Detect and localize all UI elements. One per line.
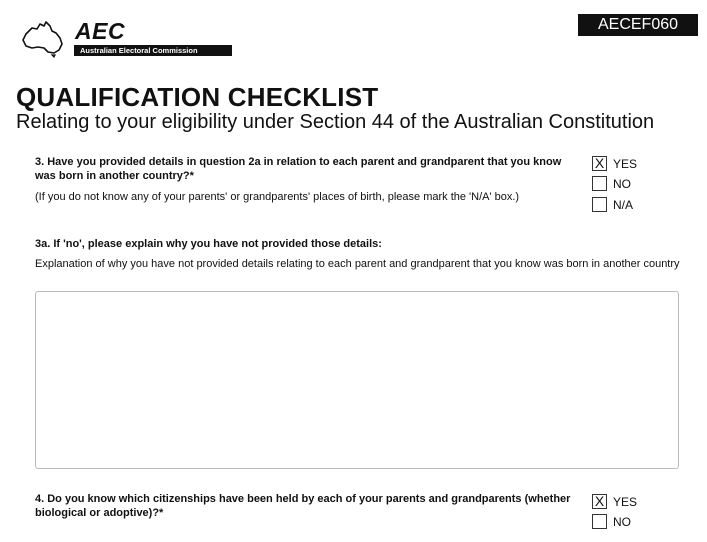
aec-logo	[20, 18, 220, 60]
q4-yes-checkbox[interactable]: X	[592, 494, 607, 509]
q3-na-checkbox[interactable]	[592, 197, 607, 212]
australia-map-icon	[20, 20, 68, 58]
q3-yes-checkbox[interactable]: X	[592, 156, 607, 171]
question-3-note: (If you do not know any of your parents' or grandparents' places of birth, please mark the 'N/A' box.)	[35, 191, 520, 203]
explanation-textarea[interactable]	[35, 291, 679, 469]
q3-yes-label: YES	[613, 157, 638, 171]
q4-no-checkbox[interactable]	[592, 514, 607, 529]
q3-no-checkbox[interactable]	[592, 176, 607, 191]
logo-subtitle: Australian Electoral Commission	[74, 45, 232, 56]
q4-yes-label: YES	[613, 495, 638, 509]
q4-no-label: NO	[613, 515, 631, 529]
question-3a-prompt: Explanation of why you have not provided details relating to each parent and grandparent that you know was born in another country	[35, 258, 680, 270]
question-4-text: 4. Do you know which citizenships have been held by each of your parents and grandparents (whether biological or adoptive)?*	[35, 493, 571, 519]
question-3a-text: 3a. If 'no', please explain why you have not provided those details:	[35, 238, 382, 250]
page-title: QUALIFICATION CHECKLIST	[16, 82, 379, 112]
page-subtitle: Relating to your eligibility under Section 44 of the Australian Constitution	[16, 111, 655, 133]
form-code-badge: AECEF060	[578, 14, 698, 36]
q3-no-label: NO	[613, 177, 631, 191]
logo-name: AEC	[75, 18, 126, 44]
question-3-text: 3. Have you provided details in question 2a in relation to each parent and grandparent that you know was born in another country?*	[35, 156, 562, 182]
q3-na-label: N/A	[613, 198, 634, 212]
